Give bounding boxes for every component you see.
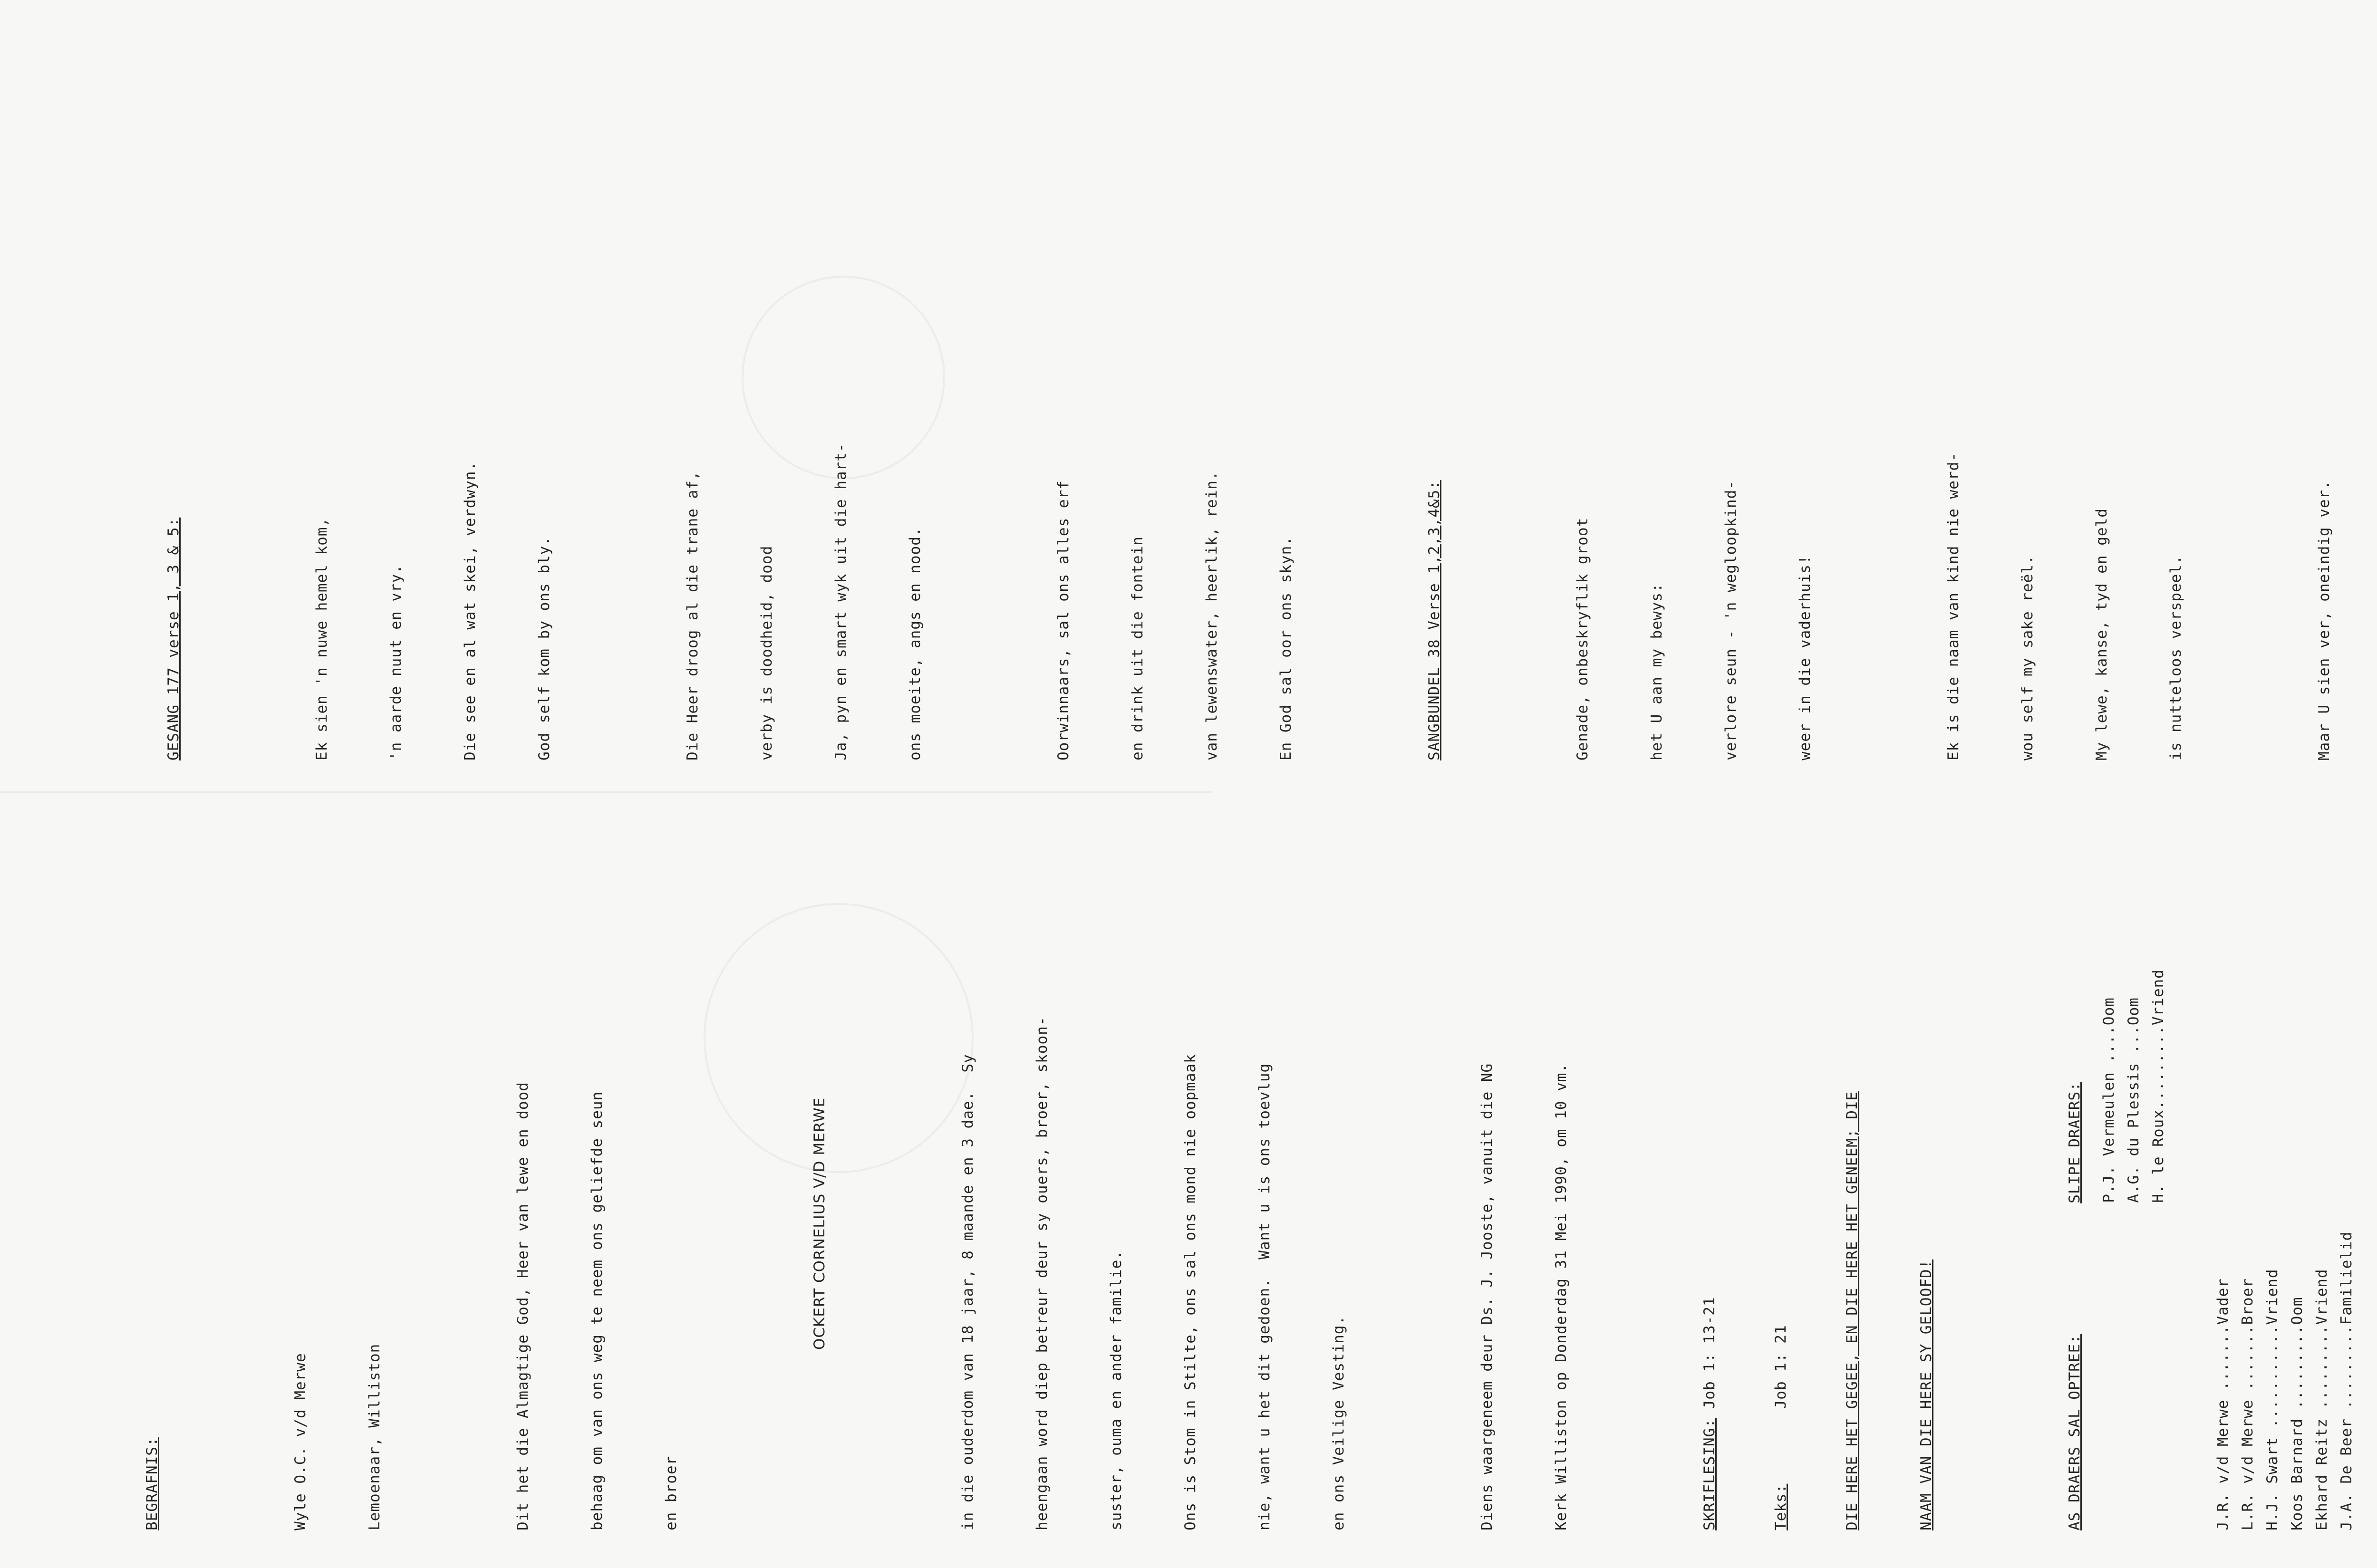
- hymn-line: Oorwinnaars, sal ons alles erf: [1055, 480, 1072, 760]
- hymn-line: het U aan my bewys:: [1648, 583, 1665, 760]
- hymn-line: My lewe, kanse, tyd en geld: [2093, 508, 2110, 760]
- service-line: Kerk Williston op Donderdag 31 Mei 1990, om 10 vm.: [1553, 1063, 1570, 1530]
- hymn-line: verby is doodheid, dood: [758, 545, 775, 760]
- quote-line: DIE HERE HET GEGEE, EN DIE HERE HET GENEEM; DIE: [1844, 1091, 1861, 1530]
- intro-line: en broer: [663, 1455, 680, 1530]
- bearer-entry: L.R. v/d Merwe .......Broer: [2239, 1278, 2256, 1530]
- sermon-text: [1771, 789, 1790, 1530]
- hymn-line: en drink uit die fontein: [1129, 536, 1146, 760]
- hymn-line: van lewenswater, heerlik, rein.: [1203, 471, 1220, 760]
- deceased-place: Lemoenaar, Williston: [366, 1343, 383, 1530]
- hymn-line: wou self my sake reël.: [2019, 555, 2036, 760]
- hymn-line: verlore seun - 'n wegloopkind-: [1722, 480, 1739, 760]
- scripture-label: SKRIFLESING:: [1701, 1418, 1718, 1530]
- text-value: Job 1: 21: [1772, 1325, 1789, 1484]
- bearer-entry: Ekhard Reitz .........Vriend: [2313, 1269, 2330, 1530]
- hymn-line: 'n aarde nuut en vry.: [387, 564, 405, 760]
- service-line: Diens waargeneem deur Ds. J. Jooste, vanuit die NG: [1478, 1063, 1496, 1530]
- hymn-line: is nutteloos verspeel.: [2167, 555, 2184, 760]
- bearers-lists: [2100, 789, 2359, 1530]
- bearer-entry: J.A. De Beer .........Familielid: [2338, 1231, 2355, 1530]
- bio-line: en ons Veilige Vesting.: [1330, 1315, 1347, 1530]
- hymn-line: En God sal oor ons skyn.: [1277, 536, 1295, 760]
- hymn2-heading: SANGBUNDEL 38 Verse 1,2,3,4&5:: [1426, 480, 1443, 760]
- hymn-line: God self kom by ons bly.: [536, 536, 553, 760]
- hymn-line: Ja, pyn en smart wyk uit die hart-: [832, 443, 850, 760]
- hymn-line: Ek sien 'n nuwe hemel kom,: [313, 517, 330, 760]
- bearers-list: [2211, 1231, 2359, 1530]
- scripture-reading: [1697, 789, 1722, 1530]
- bio-line: suster, ouma en ander familie.: [1108, 1250, 1125, 1530]
- bearers-heading: AS DRAERS SAL OPTREE:: [2066, 1334, 2083, 1530]
- slip-bearers-heading: SLIPE DRAERS:: [2066, 1082, 2083, 1203]
- hymn-line: Genade, onbeskryflik groot: [1574, 517, 1591, 760]
- slip-bearer-entry: A.G. du Plessis ...Oom: [2125, 997, 2142, 1203]
- bearer-entry: Koos Barnard .........Oom: [2289, 1297, 2306, 1530]
- slip-bearers-list: [2097, 969, 2359, 1203]
- slip-bearer-entry: P.J. Vermeulen ....Oom: [2100, 997, 2117, 1203]
- bio-line: heengaan word diep betreur deur sy ouers, broer, skoon-: [1034, 1016, 1051, 1530]
- quote-line: NAAM VAN DIE HERE SY GELOOFD!: [1918, 1259, 1935, 1530]
- intro-line: behaag om van ons weg te neem ons geliefde seun: [589, 1091, 606, 1530]
- funeral-heading: BEGRAFNIS:: [144, 1437, 161, 1530]
- hymn1-heading: GESANG 177 verse 1, 3 & 5:: [165, 517, 182, 760]
- deceased-name: Wyle O.C. v/d Merwe: [292, 1353, 309, 1530]
- hymns-panel: [112, 57, 2377, 760]
- hymn-line: Die Heer droog al die trane af,: [684, 471, 701, 760]
- bio-line: nie, want u het dit gedoen. Want u is ons toevlug: [1256, 1063, 1273, 1530]
- intro-line: Dit het die Almagtige God, Heer van lewe en dood: [514, 1082, 531, 1530]
- bearer-entry: H.J. Swart ...........Vriend: [2264, 1269, 2281, 1530]
- hymn-line: Die see en al wat skei, verdwyn.: [462, 461, 479, 760]
- slip-bearer-entry: H. le Roux.........Vriend: [2150, 969, 2167, 1203]
- bio-line: Ons is Stom in Stilte, ons sal ons mond nie oopmaak: [1182, 1054, 1199, 1530]
- hymn-line: ons moeite, angs en nood.: [907, 527, 924, 760]
- bearers-headings: [2062, 789, 2087, 1530]
- text-label: Teks:: [1772, 1483, 1789, 1530]
- scripture-value: Job 1: 13-21: [1701, 1297, 1718, 1419]
- full-name-title: OCKERT CORNELIUS V/D MERWE: [811, 1097, 828, 1350]
- funeral-details-panel: [90, 789, 2377, 1530]
- hymn-line: weer in die vaderhuis!: [1797, 555, 1814, 760]
- bio-line: in die ouderdom van 18 jaar, 8 maande en 3 dae. Sy: [959, 1054, 976, 1530]
- bearer-entry: J.R. v/d Merwe .......Vader: [2214, 1278, 2232, 1530]
- hymn-line: Maar U sien ver, oneindig ver.: [2316, 480, 2333, 760]
- hymn-line: Ek is die naam van kind nie werd-: [1945, 452, 1962, 760]
